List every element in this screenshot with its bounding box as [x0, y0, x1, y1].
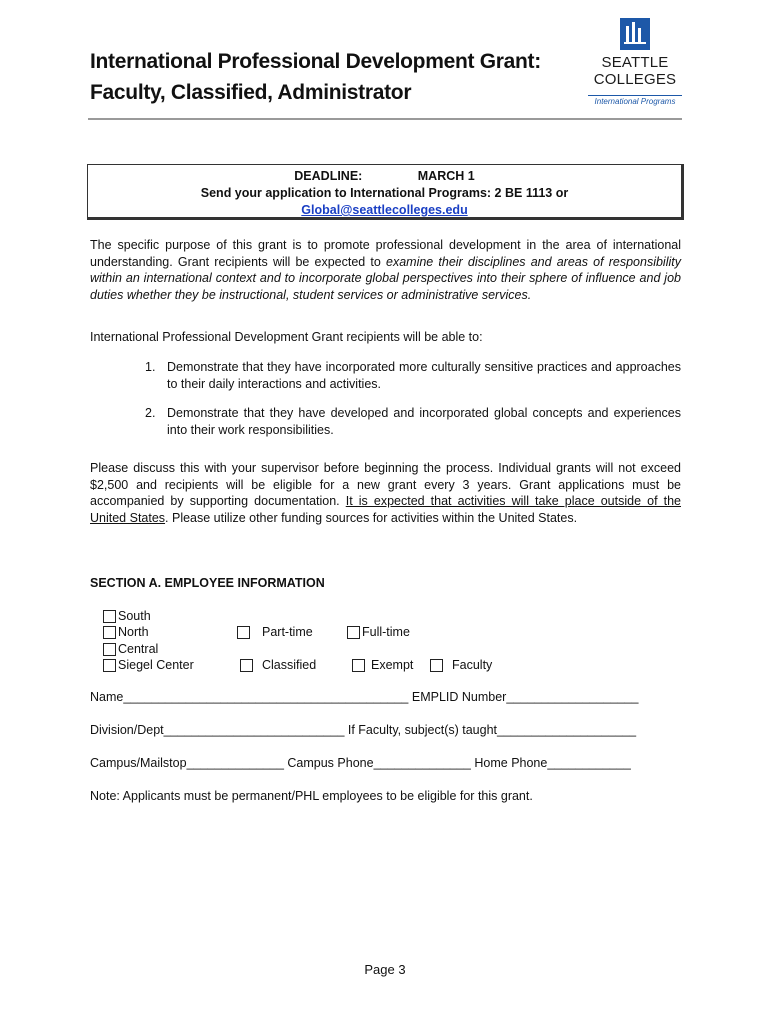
checkbox-south[interactable]: South — [103, 608, 151, 624]
name-emplid-row — [90, 690, 682, 704]
deadline-label: DEADLINE: — [294, 169, 363, 183]
mailstop-label: Campus/Mailstop — [90, 756, 187, 770]
campus-phone-label: Campus Phone — [287, 756, 374, 770]
deadline-box — [87, 164, 684, 220]
checkbox-central[interactable]: Central — [103, 641, 158, 657]
division-label: Division/Dept — [90, 723, 164, 737]
list-item: 2. Demonstrate that they have developed and incorporated global concepts and experiences into their work responsibilities. — [145, 406, 681, 437]
subject-label: If Faculty, subject(s) taught — [347, 723, 498, 737]
checkbox-siegel-center[interactable]: Siegel Center — [103, 657, 194, 673]
emplid-field[interactable]: ___________________ — [506, 690, 639, 704]
checkbox-north[interactable]: North — [103, 624, 149, 640]
supervisor-paragraph: Please discuss this with your supervisor before beginning the process. Individual grants will not exceed $2,500 and recipients will be eligible for a new grant every 3 years. Grant applications must be accompanied by supporting documentation. It is expected that activities will take place outside of the United States. Please utilize other funding sources for activities within the United States. — [90, 461, 681, 525]
emplid-label: EMPLID Number — [411, 690, 507, 704]
document-title — [90, 46, 580, 108]
title-line-2: Faculty, Classified, Administrator — [90, 81, 412, 104]
campus-phone-row — [90, 756, 682, 770]
checkbox-classified[interactable]: Classified — [240, 657, 316, 673]
division-subject-row — [90, 723, 682, 737]
recipients-intro: International Professional Development Grant recipients will be able to: — [90, 330, 483, 344]
header-divider — [88, 118, 682, 120]
subject-field[interactable]: ____________________ — [497, 723, 637, 737]
eligibility-note: Note: Applicants must be permanent/PHL employees to be eligible for this grant. — [90, 789, 533, 803]
home-phone-field[interactable]: ____________ — [547, 756, 631, 770]
checkbox-faculty[interactable]: Faculty — [430, 657, 492, 673]
deadline-date: MARCH 1 — [417, 169, 475, 183]
name-field[interactable]: _________________________________________ — [123, 690, 409, 704]
building-logo-icon — [620, 18, 650, 50]
deadline-row — [88, 168, 681, 185]
campus-phone-field[interactable]: ______________ — [373, 756, 471, 770]
send-instructions: Send your application to International Programs: 2 BE 1113 or — [200, 186, 569, 200]
checkbox-part-time[interactable]: Part-time — [237, 624, 313, 640]
list-item: 1. Demonstrate that they have incorporated more culturally sensitive practices and approaches to their daily interactions and activities. — [145, 360, 681, 391]
purpose-paragraph: The specific purpose of this grant is to promote professional development in the area of international understanding. Grant recipients will be expected to examine their disciplines and areas of responsibility within an international context and to incorporate global perspectives into their sphere of influence and job duties whether they be instructional, student services or administrative services. — [90, 238, 681, 302]
logo-wordmark: SEATTLE COLLEGES — [593, 54, 677, 88]
checkbox-full-time[interactable]: Full-time — [347, 624, 410, 640]
name-label: Name — [90, 690, 124, 704]
home-phone-label: Home Phone — [474, 756, 548, 770]
page-number: Page 3 — [364, 962, 406, 977]
division-field[interactable]: __________________________ — [163, 723, 345, 737]
email-link[interactable]: Global@seattlecolleges.edu — [301, 203, 468, 217]
checkbox-exempt[interactable]: Exempt — [352, 657, 413, 673]
title-line-1: International Professional Development Grant: — [90, 50, 541, 73]
logo-subtitle: International Programs — [588, 95, 682, 106]
seattle-colleges-logo — [588, 18, 688, 110]
mailstop-field[interactable]: ______________ — [186, 756, 284, 770]
section-a-heading: SECTION A. EMPLOYEE INFORMATION — [90, 576, 325, 590]
